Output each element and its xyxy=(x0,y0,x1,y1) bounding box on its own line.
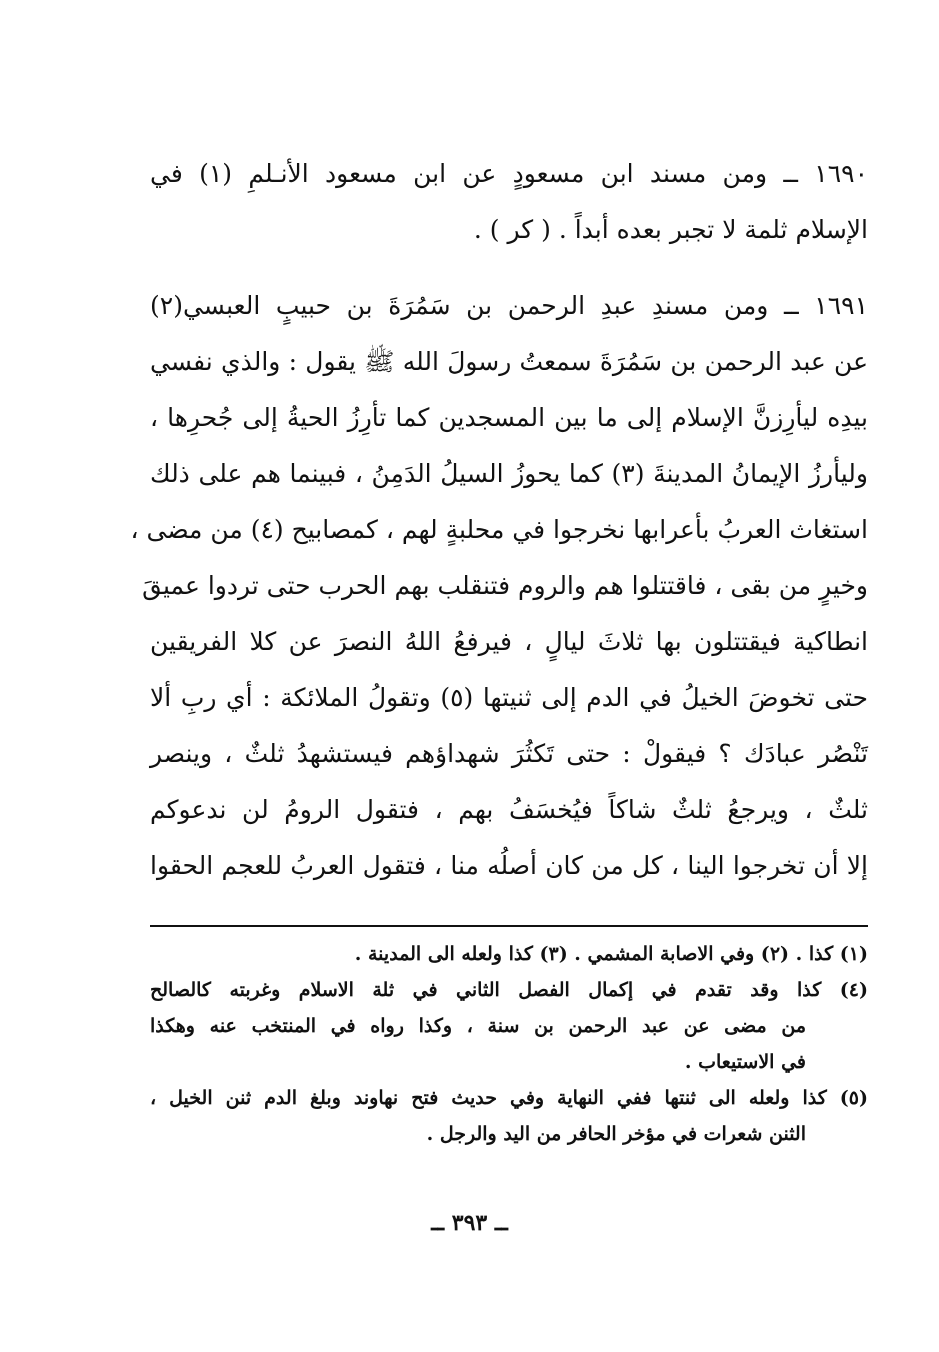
hadith-entry-1691 xyxy=(130,278,868,894)
text-line: بيدِه ليأرِزنَّ الإسلام إلى ما بين المسجدين كما تأرِزُ الحيةُ إلى جُحرِها ، xyxy=(150,403,868,432)
text-line: عن عبد الرحمن بن سَمُرَةَ سمعتُ رسولَ الله ﷺ يقول : والذي نفسي xyxy=(150,347,868,376)
text-line: وخيرٍ من بقى ، فاقتتلوا هم والروم فتنقلب بهم الحرب حتى تردوا عميقَ xyxy=(142,571,868,600)
footnote-line: (٤) كذا وقد تقدم في إكمال الفصل الثاني في ثلة الاسلام وغربته كالصالح xyxy=(150,979,868,1001)
footnote-divider xyxy=(150,925,868,927)
footnote-line: (٥) كذا ولعله الى ثنتها ففي النهاية وفي حديث فتح نهاوند وبلغ الدم ثنن الخيل ، xyxy=(150,1087,868,1109)
footnotes xyxy=(150,936,868,1152)
text-line: استغاث العربُ بأعرابها نخرجوا في محلبةٍ لهم ، كمصابيح (٤) من مضى ، xyxy=(130,515,868,544)
footnote-line: (١) كذا . (٢) وفي الاصابة المشمي . (٣) كذا ولعله الى المدينة . xyxy=(354,943,868,965)
text-line: الإسلام ثلمة لا تجبر بعده أبداً . ( كر ) . xyxy=(473,215,868,244)
text-line: ١٦٩٠ ــ ومن مسند ابن مسعودٍ عن ابن مسعود الأنـلمِ (١) في xyxy=(150,159,868,188)
text-line: تَنْصُر عبادَك ؟ فيقولْ : حتى تَكثُرَ شهداؤهم فيستشهدُ ثلثٌ ، وينصر xyxy=(150,739,868,768)
page-number: ــ ٣٩٣ ــ xyxy=(431,1210,508,1236)
text-line: ١٦٩١ ــ ومن مسندِ عبدِ الرحمن بن سَمُرَةَ بن حبيبٍ العبسي(٢) xyxy=(150,291,868,320)
footnote-line: في الاستيعاب . xyxy=(684,1051,806,1073)
text-line: ثلثٌ ، ويرجعُ ثلثٌ شاكاً فيُخسَفُ بهم ، فتقول الرومُ لن ندعوكم xyxy=(150,795,868,824)
footnote-line: الثنن شعرات في مؤخر الحافر من اليد والرجل . xyxy=(426,1123,806,1145)
text-line: وليأرزُ الإيمانُ المدينةَ (٣) كما يحوزُ السيلُ الدَمِنُ ، فبينما هم على ذلك xyxy=(150,459,868,488)
footnote-line: من مضى عن عبد الرحمن بن سنة ، وكذا رواه في المنتخب عنه وهكذا xyxy=(150,1015,806,1037)
text-line: انطاكية فيقتتلون بها ثلاثَ ليالٍ ، فيرفعُ اللهُ النصرَ عن كلا الفريقين xyxy=(150,627,868,656)
text-line: إلا أن تخرجوا الينا ، كل من كان أصلُه منا ، فتقول العربُ للعجم الحقوا xyxy=(150,851,868,880)
text-line: حتى تخوضَ الخيلُ في الدم إلى ثنيتها (٥) وتقولُ الملائكة : أي ربِ ألا xyxy=(150,683,868,712)
hadith-entry-1690 xyxy=(150,146,868,258)
